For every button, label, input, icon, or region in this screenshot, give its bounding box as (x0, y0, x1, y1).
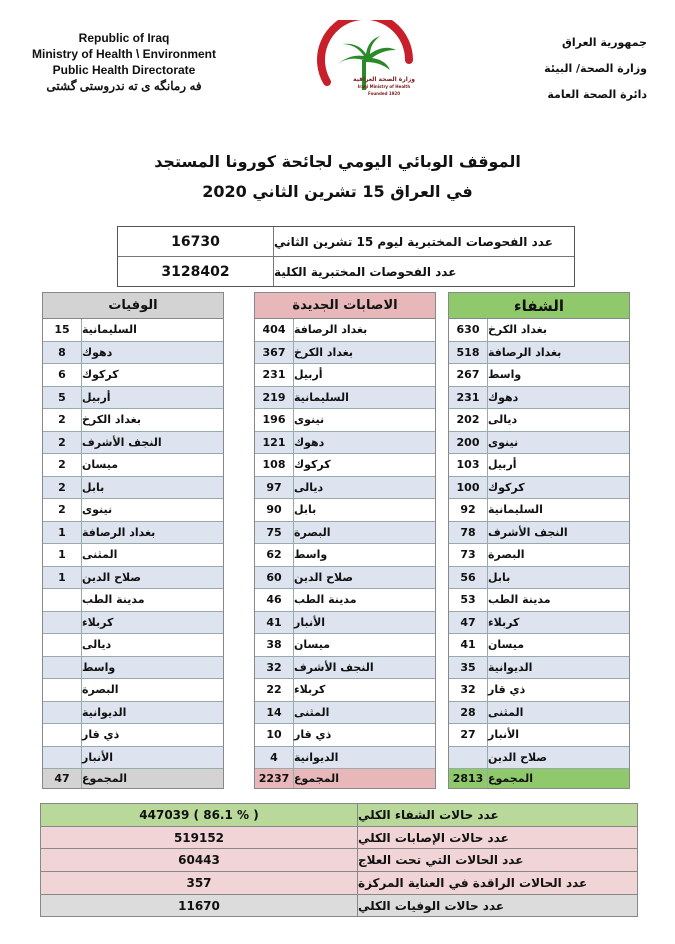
row-governorate: بغداد الكرخ (82, 413, 142, 427)
report-title: الموقف الوبائي اليومي لجائحة كورونا المستجد (154, 152, 521, 171)
deaths-total-label: المجموع (82, 772, 127, 785)
table-row (255, 657, 435, 680)
new-cases-total-label: المجموع (294, 772, 339, 785)
summary-label: عدد الحالات التي تحت العلاج (358, 853, 524, 868)
row-governorate: الأنبار (488, 728, 520, 742)
row-governorate: الأنبار (82, 750, 114, 764)
row-value: 32 (449, 679, 488, 701)
summary-value: 60443 (41, 849, 358, 871)
recovery-rows (449, 319, 629, 769)
row-value: 630 (449, 319, 488, 341)
row-governorate: واسط (294, 548, 328, 562)
deaths-title: الوفيات (43, 293, 223, 319)
table-row (255, 454, 435, 477)
row-governorate: واسط (488, 368, 522, 382)
table-row (43, 342, 223, 365)
row-value: 46 (255, 589, 294, 611)
daily-tests-row (118, 227, 574, 257)
daily-tests-label: عدد الفحوصات المختبرية ليوم 15 تشرين الثاني (274, 234, 553, 249)
row-governorate: البصرة (294, 525, 331, 539)
table-row (449, 567, 629, 590)
table-row (255, 477, 435, 500)
table-row (43, 477, 223, 500)
row-governorate: السليمانية (294, 390, 349, 404)
row-governorate: ميسان (488, 638, 525, 652)
row-governorate: بغداد الكرخ (488, 323, 548, 337)
row-governorate: أربيل (488, 458, 517, 472)
row-value: 404 (255, 319, 294, 341)
table-row (449, 747, 629, 770)
row-value: 367 (255, 342, 294, 364)
table-row (255, 522, 435, 545)
header-ar-line-1: جمهورية العراق (562, 36, 647, 49)
palm-tree-logo-icon (305, 20, 425, 120)
table-row (449, 387, 629, 410)
row-value: 2 (43, 432, 82, 454)
table-row (43, 544, 223, 567)
row-governorate: كربلاء (82, 615, 114, 629)
table-row (255, 567, 435, 590)
row-governorate: كركوك (488, 480, 525, 494)
table-row (449, 612, 629, 635)
table-row (43, 747, 223, 770)
row-governorate: نينوى (294, 413, 325, 427)
row-value: 38 (255, 634, 294, 656)
row-governorate: دهوك (294, 435, 325, 449)
table-row (449, 634, 629, 657)
row-value: 56 (449, 567, 488, 589)
row-governorate: بابل (82, 480, 105, 494)
row-value: 32 (255, 657, 294, 679)
table-row (449, 477, 629, 500)
row-governorate: دهوك (488, 390, 519, 404)
table-row (449, 657, 629, 680)
summary-row (41, 872, 637, 895)
row-governorate: بغداد الرصافة (488, 345, 562, 359)
row-value: 97 (255, 477, 294, 499)
total-tests-value: 3128402 (118, 257, 274, 286)
row-governorate: نينوى (82, 503, 113, 517)
row-value: 2 (43, 454, 82, 476)
table-row (43, 702, 223, 725)
row-value: 1 (43, 544, 82, 566)
row-value: 2 (43, 409, 82, 431)
row-value: 53 (449, 589, 488, 611)
summary-value: 11670 (41, 895, 358, 917)
row-governorate: الديوانية (488, 660, 533, 674)
row-value (43, 747, 82, 769)
row-value: 28 (449, 702, 488, 724)
summary-label: عدد حالات الوفيات الكلي (358, 898, 505, 913)
row-governorate: ميسان (82, 458, 119, 472)
row-value: 15 (43, 319, 82, 341)
row-value: 73 (449, 544, 488, 566)
table-row (449, 342, 629, 365)
row-value: 27 (449, 724, 488, 746)
logo-founded-text: Founded 1920 (368, 91, 400, 96)
row-governorate: المثنى (82, 548, 118, 562)
row-value: 108 (255, 454, 294, 476)
row-governorate: واسط (82, 660, 116, 674)
table-row (43, 454, 223, 477)
table-row (255, 387, 435, 410)
row-governorate: بغداد الرصافة (82, 525, 156, 539)
recovery-title: الشفاء (449, 293, 629, 319)
recovery-total-value: 2813 (449, 769, 488, 788)
deaths-rows (43, 319, 223, 769)
table-row (449, 679, 629, 702)
table-row (43, 432, 223, 455)
table-row (449, 364, 629, 387)
row-value: 5 (43, 387, 82, 409)
table-row (449, 589, 629, 612)
row-governorate: دهوك (82, 345, 113, 359)
table-row (449, 544, 629, 567)
summary-label: عدد حالات الإصابات الكلي (358, 830, 509, 845)
report-date: في العراق 15 تشرين الثاني 2020 (202, 182, 473, 201)
row-value: 75 (255, 522, 294, 544)
row-value: 219 (255, 387, 294, 409)
row-value: 62 (255, 544, 294, 566)
row-governorate: البصرة (82, 683, 119, 697)
row-governorate: ذي قار (294, 728, 332, 742)
row-governorate: ميسان (294, 638, 331, 652)
row-governorate: المثنى (294, 705, 330, 719)
summary-label: عدد حالات الشفاء الكلي (358, 807, 499, 822)
ministry-logo (305, 20, 425, 120)
row-governorate: الأنبار (294, 615, 326, 629)
row-governorate: صلاح الدين (488, 750, 548, 764)
row-governorate: ديالى (488, 413, 518, 427)
table-row (43, 387, 223, 410)
row-governorate: كربلاء (294, 683, 326, 697)
table-row (449, 702, 629, 725)
table-row (255, 589, 435, 612)
new-cases-total-value: 2237 (255, 769, 294, 788)
row-governorate: ذي قار (488, 683, 526, 697)
row-governorate: نينوى (488, 435, 519, 449)
row-value: 10 (255, 724, 294, 746)
table-row (255, 747, 435, 770)
row-value: 90 (255, 499, 294, 521)
header-kurdish-line: فه رمانگه ی ته ندروستی گشتی (46, 79, 202, 93)
row-governorate: أربيل (82, 390, 111, 404)
row-value (43, 702, 82, 724)
table-row (255, 342, 435, 365)
table-row (43, 724, 223, 747)
row-governorate: صلاح الدين (294, 570, 354, 584)
row-value (43, 657, 82, 679)
row-value: 267 (449, 364, 488, 386)
row-governorate: السليمانية (488, 503, 543, 517)
deaths-table (42, 292, 224, 789)
row-value (43, 724, 82, 746)
table-row (43, 679, 223, 702)
summary-row (41, 827, 637, 850)
table-row (43, 634, 223, 657)
row-value: 8 (43, 342, 82, 364)
summary-row (41, 849, 637, 872)
table-row (255, 724, 435, 747)
row-value (43, 634, 82, 656)
row-value: 78 (449, 522, 488, 544)
table-row (255, 612, 435, 635)
table-row (449, 319, 629, 342)
header-ar-line-2: وزارة الصحة/ البيئة (544, 62, 647, 75)
row-governorate: الديوانية (294, 750, 339, 764)
table-row (43, 612, 223, 635)
table-row (255, 319, 435, 342)
row-value: 103 (449, 454, 488, 476)
row-governorate: السليمانية (82, 323, 137, 337)
deaths-total-value: 47 (43, 769, 82, 788)
summary-row (41, 895, 637, 917)
row-value: 14 (255, 702, 294, 724)
table-row (43, 364, 223, 387)
row-governorate: كربلاء (488, 615, 520, 629)
new-cases-total-row (255, 769, 435, 788)
summary-table (40, 803, 638, 917)
header-ar-line-3: دائرة الصحة العامة (547, 88, 647, 101)
table-row (255, 544, 435, 567)
summary-label: عدد الحالات الراقدة في العناية المركزة (358, 875, 588, 890)
row-value: 231 (449, 387, 488, 409)
table-row (449, 454, 629, 477)
row-value: 231 (255, 364, 294, 386)
row-governorate: ديالى (82, 638, 112, 652)
table-row (255, 409, 435, 432)
table-row (255, 679, 435, 702)
row-value (43, 589, 82, 611)
table-row (449, 499, 629, 522)
header-en-line-2: Ministry of Health \ Environment (31, 47, 217, 61)
recovery-table (448, 292, 630, 789)
summary-value: 519152 (41, 827, 358, 849)
table-row (255, 432, 435, 455)
recovery-total-label: المجموع (488, 772, 533, 785)
table-row (43, 589, 223, 612)
row-value: 196 (255, 409, 294, 431)
header-en-line-1: Republic of Iraq (78, 31, 170, 45)
row-value: 2 (43, 477, 82, 499)
row-value: 1 (43, 522, 82, 544)
new-cases-table (254, 292, 436, 789)
row-governorate: بابل (488, 570, 511, 584)
summary-value: 357 (41, 872, 358, 894)
table-row (255, 364, 435, 387)
row-value: 518 (449, 342, 488, 364)
logo-arabic-text: وزارة الصحة العراقية (352, 76, 416, 83)
row-governorate: كركوك (294, 458, 331, 472)
row-governorate: البصرة (488, 548, 525, 562)
table-row (43, 657, 223, 680)
total-tests-row (118, 257, 574, 286)
row-value: 121 (255, 432, 294, 454)
row-value (43, 679, 82, 701)
row-governorate: بغداد الرصافة (294, 323, 368, 337)
table-row (255, 702, 435, 725)
row-value (449, 747, 488, 769)
summary-row (41, 804, 637, 827)
row-value: 6 (43, 364, 82, 386)
row-value: 41 (449, 634, 488, 656)
table-row (43, 567, 223, 590)
new-cases-rows (255, 319, 435, 769)
tests-table (117, 226, 575, 287)
daily-tests-value: 16730 (118, 227, 274, 256)
row-value: 92 (449, 499, 488, 521)
table-row (43, 409, 223, 432)
recovery-total-row (449, 769, 629, 788)
row-value: 202 (449, 409, 488, 431)
row-governorate: أربيل (294, 368, 323, 382)
row-governorate: ذي قار (82, 728, 120, 742)
table-row (255, 634, 435, 657)
row-governorate: النجف الأشرف (82, 435, 162, 449)
table-row (255, 499, 435, 522)
table-row (43, 522, 223, 545)
row-value: 100 (449, 477, 488, 499)
row-governorate: مدينة الطب (82, 593, 145, 607)
row-value: 35 (449, 657, 488, 679)
row-governorate: الديوانية (82, 705, 127, 719)
row-value: 41 (255, 612, 294, 634)
row-value: 1 (43, 567, 82, 589)
row-governorate: مدينة الطب (488, 593, 551, 607)
new-cases-title: الاصابات الجديدة (255, 293, 435, 319)
row-governorate: مدينة الطب (294, 593, 357, 607)
table-row (43, 319, 223, 342)
row-governorate: ديالى (294, 480, 324, 494)
row-governorate: بغداد الكرخ (294, 345, 354, 359)
row-governorate: المثنى (488, 705, 524, 719)
row-value: 2 (43, 499, 82, 521)
summary-value: 447039 ( 86.1 % ) (41, 804, 358, 826)
row-value: 22 (255, 679, 294, 701)
row-value: 4 (255, 747, 294, 769)
row-governorate: صلاح الدين (82, 570, 142, 584)
header-en-line-3: Public Health Directorate (52, 63, 196, 77)
table-row (449, 724, 629, 747)
logo-english-text: Iraqi Ministry of Health (357, 84, 411, 89)
row-value: 200 (449, 432, 488, 454)
table-row (43, 499, 223, 522)
row-governorate: النجف الأشرف (294, 660, 374, 674)
row-governorate: كركوك (82, 368, 119, 382)
header-arabic (507, 30, 647, 108)
total-tests-label: عدد الفحوصات المختبرية الكلية (274, 264, 457, 279)
table-row (449, 522, 629, 545)
table-row (449, 432, 629, 455)
row-value: 60 (255, 567, 294, 589)
table-row (449, 409, 629, 432)
header-english (14, 30, 234, 94)
deaths-total-row (43, 769, 223, 788)
row-value (43, 612, 82, 634)
row-governorate: بابل (294, 503, 317, 517)
row-governorate: النجف الأشرف (488, 525, 568, 539)
row-value: 47 (449, 612, 488, 634)
